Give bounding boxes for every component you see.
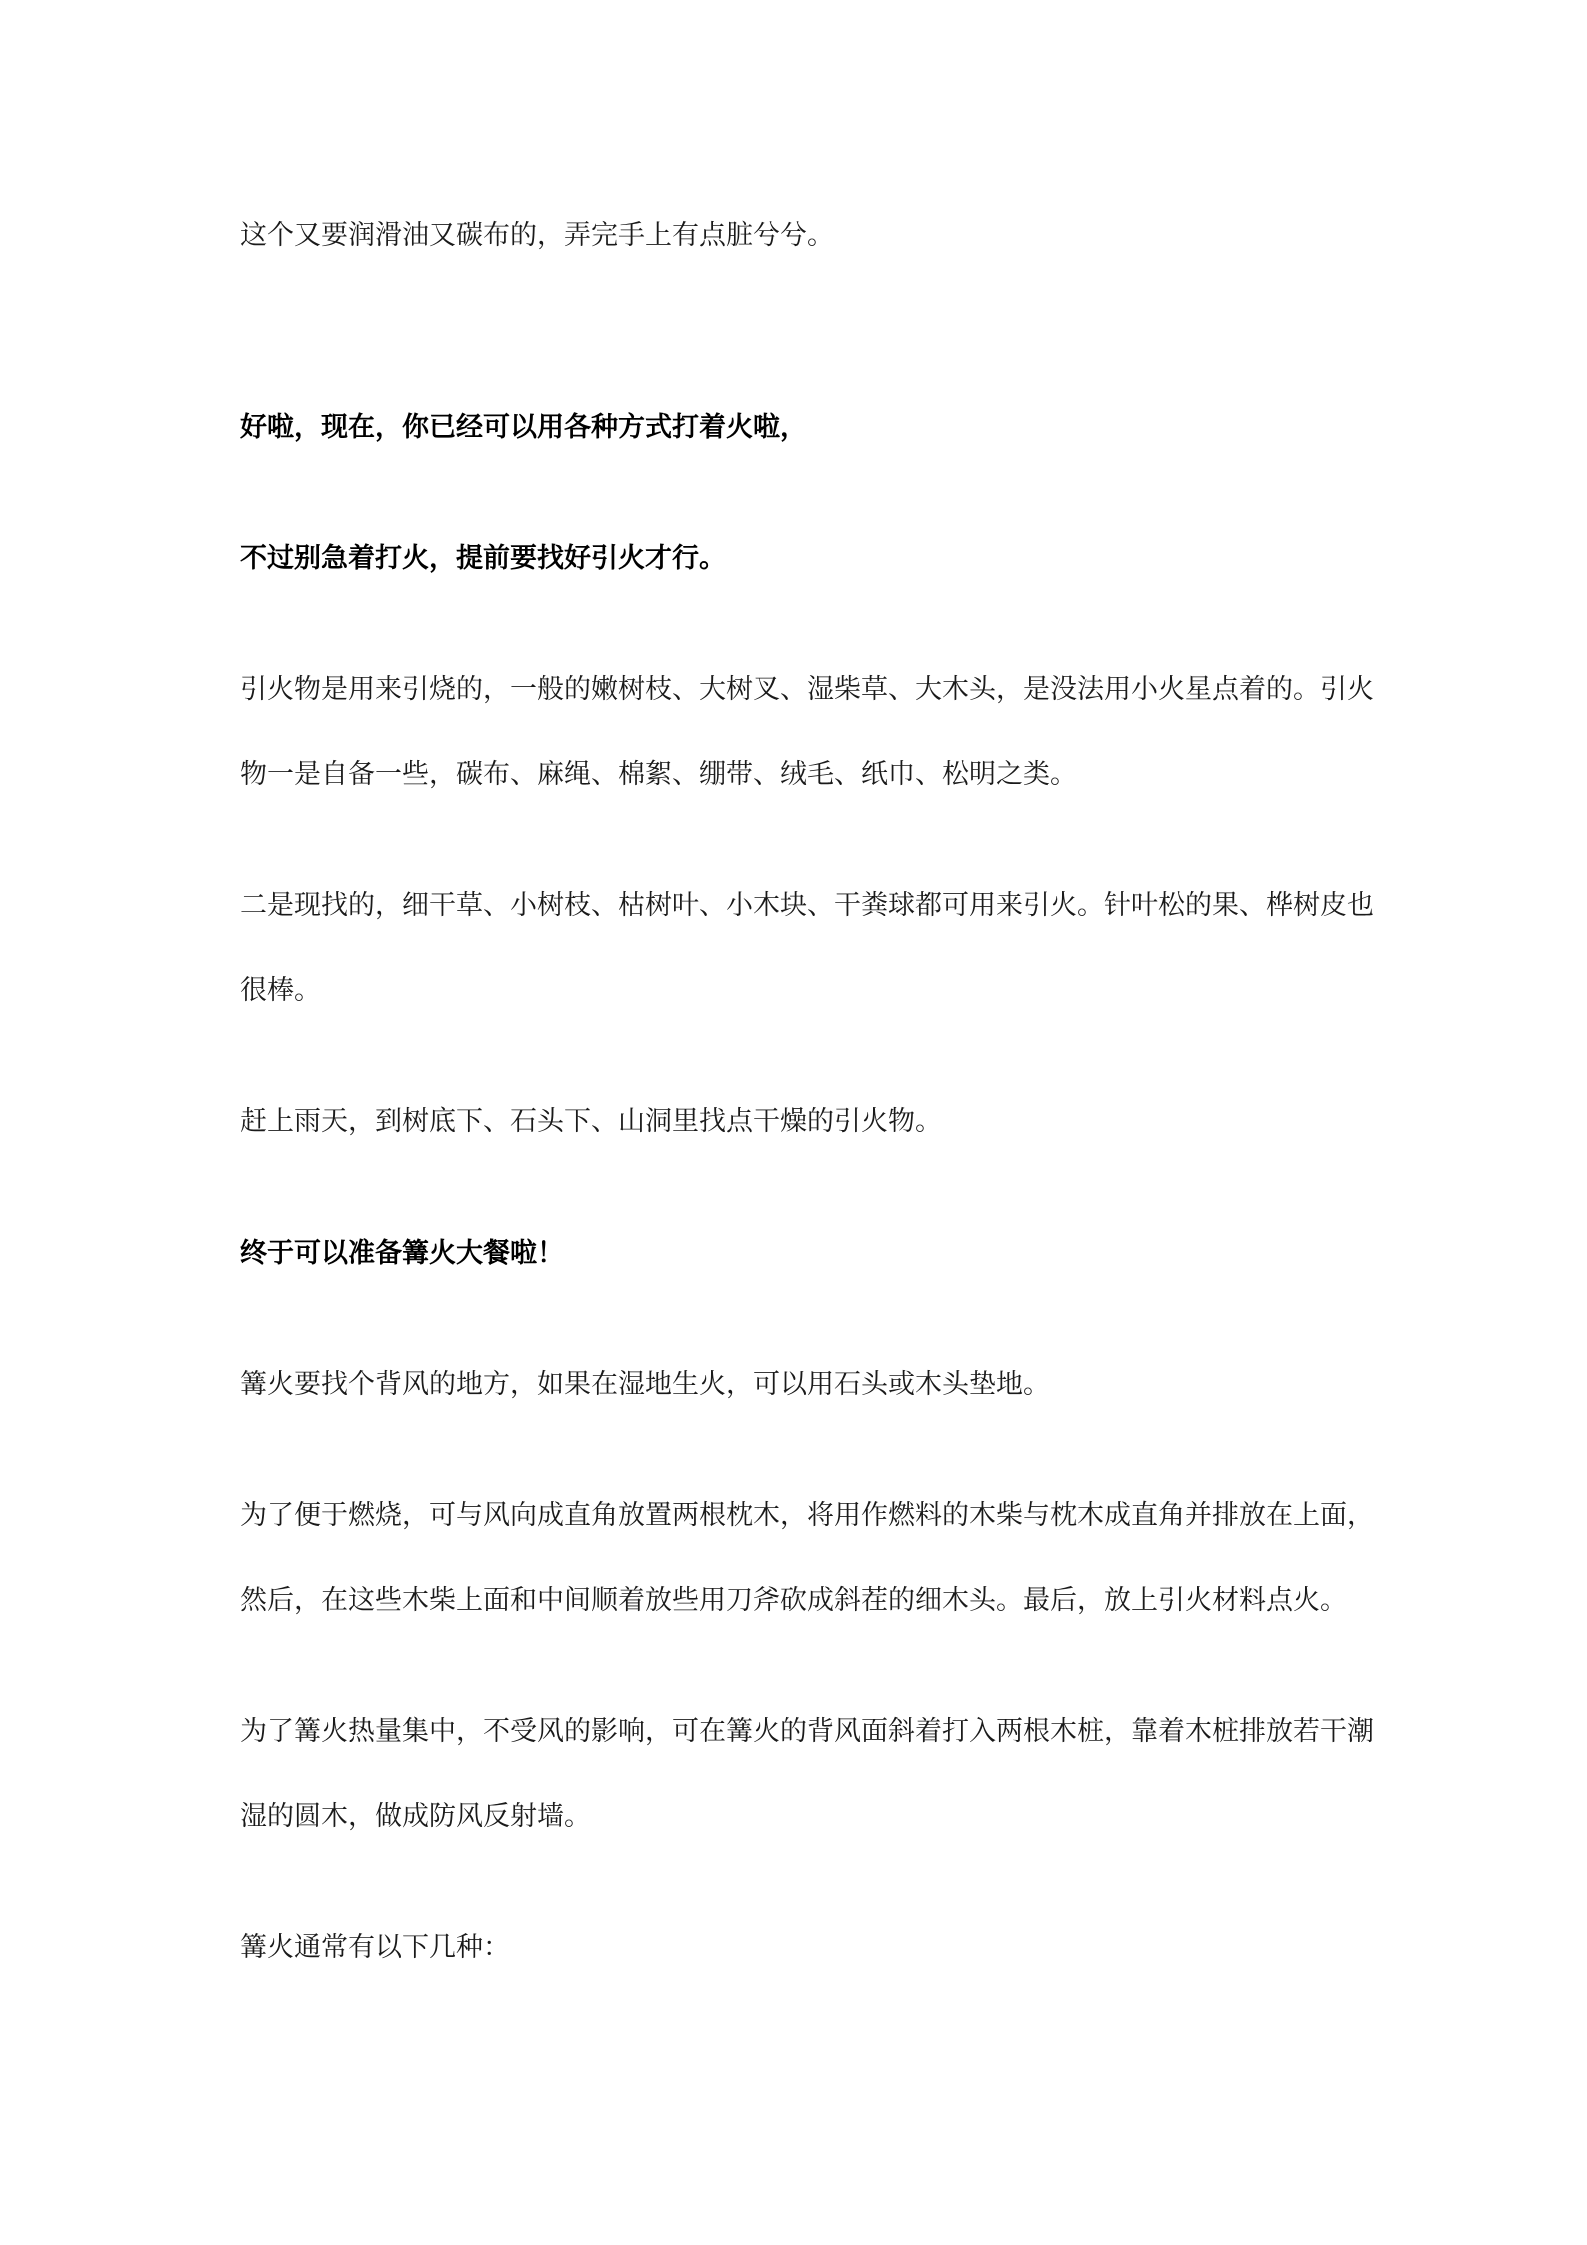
- paragraph-reflector-wall-line-2: 湿的圆木，做成防风反射墙。: [240, 1801, 591, 1832]
- paragraph-tinder-definition-line-1: 引火物是用来引烧的，一般的嫩树枝、大树叉、湿柴草、大木头，是没法用小火星点着的。引火: [240, 674, 1374, 705]
- paragraph-reflector-wall-line-1: 为了篝火热量集中，不受风的影响，可在篝火的背风面斜着打入两根木桩，靠着木桩排放若干潮: [240, 1716, 1374, 1747]
- paragraph-tinder-definition-line-2: 物一是自备一些，碳布、麻绳、棉絮、绷带、绒毛、纸巾、松明之类。: [240, 759, 1077, 790]
- paragraph-bonfire-location: 篝火要找个背风的地方，如果在湿地生火，可以用石头或木头垫地。: [240, 1369, 1050, 1400]
- paragraph-bonfire-build-line-2: 然后，在这些木柴上面和中间顺着放些用刀斧砍成斜茬的细木头。最后，放上引火材料点火。: [240, 1585, 1347, 1616]
- heading-fire-ready: 好啦，现在，你已经可以用各种方式打着火啦，: [240, 412, 807, 443]
- paragraph-found-tinder-line-2: 很棒。: [240, 975, 321, 1006]
- heading-tinder-first: 不过别急着打火，提前要找好引火才行。: [240, 543, 726, 574]
- paragraph-bonfire-types: 篝火通常有以下几种：: [240, 1932, 510, 1963]
- paragraph-found-tinder-line-1: 二是现找的，细干草、小树枝、枯树叶、小木块、干粪球都可用来引火。针叶松的果、桦树皮也: [240, 890, 1374, 921]
- paragraph-bonfire-build-line-1: 为了便于燃烧，可与风向成直角放置两根枕木，将用作燃料的木柴与枕木成直角并排放在上面，: [240, 1500, 1374, 1531]
- paragraph-rainy-day: 赶上雨天，到树底下、石头下、山洞里找点干燥的引火物。: [240, 1106, 942, 1137]
- paragraph-carbon-cloth: 这个又要润滑油又碳布的，弄完手上有点脏兮兮。: [240, 220, 834, 251]
- heading-bonfire-meal: 终于可以准备篝火大餐啦！: [240, 1238, 564, 1269]
